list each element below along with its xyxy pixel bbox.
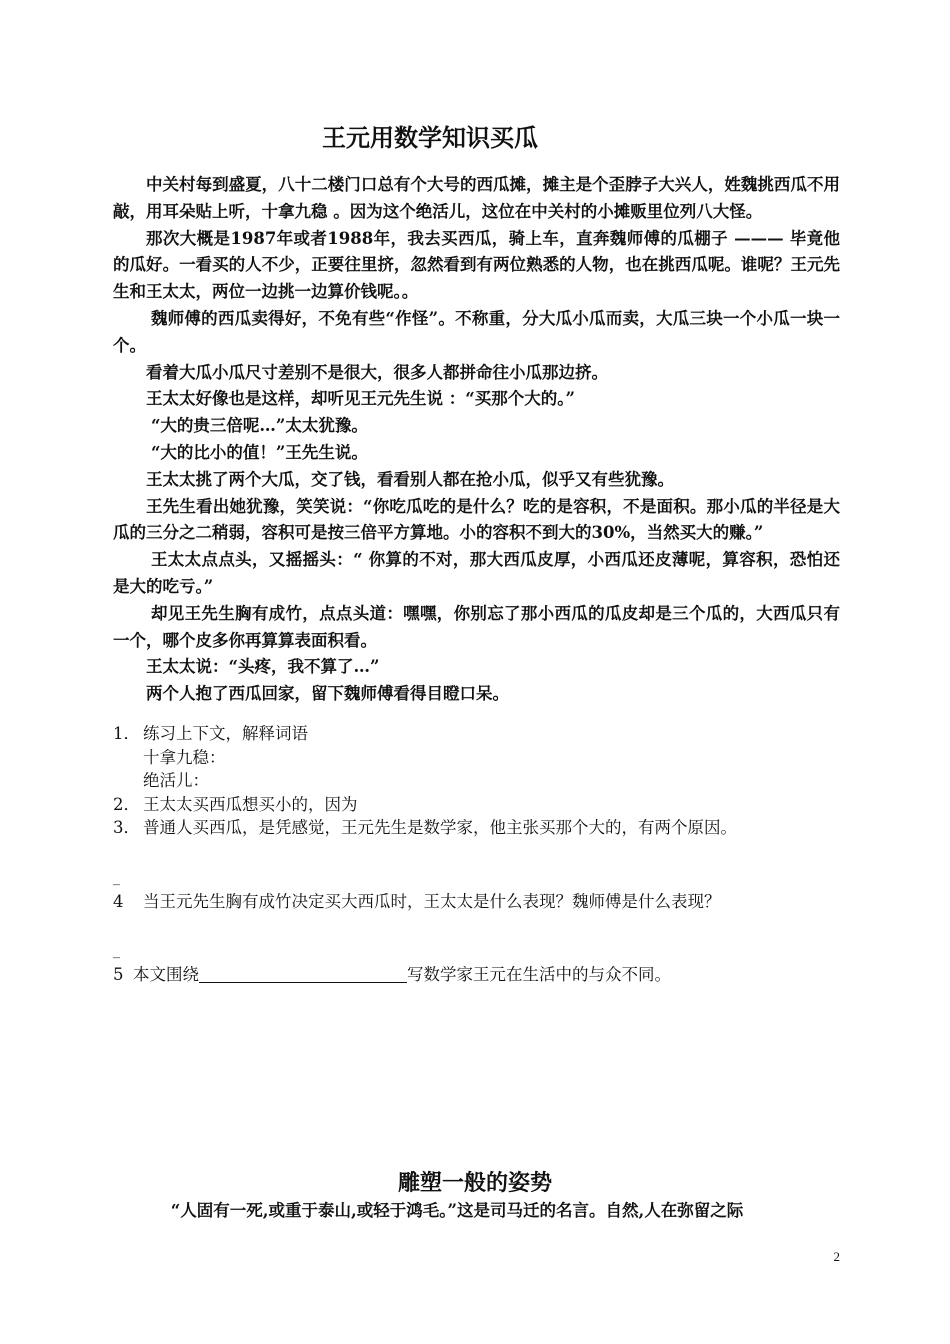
question-text: 练习上下文，解释词语 <box>143 724 308 743</box>
fill-in-blank[interactable] <box>199 966 407 983</box>
article-body <box>113 172 840 708</box>
question-text: 普通人买西瓜，是凭感觉，王元先生是数学家，他主张买那个大的，有两个原因。 <box>143 818 737 837</box>
question-4 <box>113 890 873 914</box>
answer-line-mark: _ <box>113 943 120 959</box>
paragraph: 王先生看出她犹豫，笑笑说：“你吃瓜吃的是什么？吃的是容积，不是面积。那小瓜的半径是大瓜的三分之二稍弱，容积可是按三倍平方算地。小的容积不到大的30%，当然买大的赚。” <box>113 496 840 543</box>
question-number: 2． <box>113 794 140 814</box>
question-number: 1． <box>113 724 140 743</box>
question-2 <box>113 793 873 817</box>
next-article-title: 雕塑一般的姿势 <box>397 1171 552 1196</box>
paragraph: 王太太点点头，又摇摇头：“ 你算的不对，那大西瓜皮厚，小西瓜还皮薄呢，算容积，恐怕还是大的吃亏。” <box>113 550 840 596</box>
page-number: 2 <box>833 1249 840 1264</box>
paragraph: 却见王先生胸有成竹，点点头道：嘿嘿，你别忘了那小西瓜的瓜皮却是三个瓜的，大西瓜只有一个，哪个皮多你再算算表面积看。 <box>113 603 840 650</box>
question-text: 王太太买西瓜想买小的，因为 <box>143 794 358 814</box>
paragraph: “大的比小的值！”王先生说。 <box>150 442 368 462</box>
question-number: 3． <box>113 818 140 837</box>
question-3 <box>113 816 873 840</box>
next-article-first-line: “人固有一死,或重于泰山,或轻于鸿毛。”这是司马迁的名言。自然,人在弥留之际 <box>170 1201 744 1220</box>
paragraph: 那次大概是1987年或者1988年，我去买西瓜，骑上车，直奔魏师傅的瓜棚子 ——— 毕竟他的瓜好。一看买的人不少，正要往里挤，忽然看到有两位熟悉的人物，也在挑西瓜呢。谁呢？王元先生和王太太，两位一边挑一边算价钱呢。。 <box>113 228 840 302</box>
article-title: 王元用数学知识买瓜 <box>322 124 538 152</box>
paragraph: 王太太挑了两个大瓜，交了钱，看看别人都在抢小瓜，似乎又有些犹豫。 <box>146 469 674 489</box>
question-1 <box>113 722 873 746</box>
paragraph: 王太太说：“头疼，我不算了…” <box>146 657 380 677</box>
question-text: 当王元先生胸有成竹决定买大西瓜时，王太太是什么表现？魏师傅是什么表现？ <box>143 891 721 911</box>
exercise-section <box>113 722 873 987</box>
paragraph: 中关村每到盛夏，八十二楼门口总有个大号的西瓜摊，摊主是个歪脖子大兴人，姓魏挑西瓜不用敲，用耳朵贴上听，十拿九稳 。因为这个绝活儿，这位在中关村的小摊贩里位列八大怪。 <box>113 175 840 221</box>
paragraph: 魏师傅的西瓜卖得好，不免有些“作怪”。不称重，分大瓜小瓜而卖，大瓜三块一个小瓜一块一个。 <box>113 308 840 355</box>
paragraph: 两个人抱了西瓜回家，留下魏师傅看得目瞪口呆。 <box>146 684 509 704</box>
paragraph: 王太太好像也是这样，却听见王元先生说 ：“买那个大的。” <box>146 389 575 409</box>
question-1-item-b: 绝活儿： <box>143 771 209 790</box>
question-text: 写数学家王元在生活中的与众不同。 <box>407 965 671 984</box>
question-5 <box>113 963 873 987</box>
paragraph: 看着大瓜小瓜尺寸差别不是很大，很多人都拼命往小瓜那边挤。 <box>146 362 608 382</box>
question-number: 4 <box>113 891 124 911</box>
question-text: 本文围绕 <box>133 965 199 984</box>
question-number: 5 <box>113 965 124 984</box>
question-1-item-a: 十拿九稳： <box>143 747 226 767</box>
paragraph: “大的贵三倍呢…”太太犹豫。 <box>150 416 368 436</box>
answer-line-mark: _ <box>113 869 120 886</box>
